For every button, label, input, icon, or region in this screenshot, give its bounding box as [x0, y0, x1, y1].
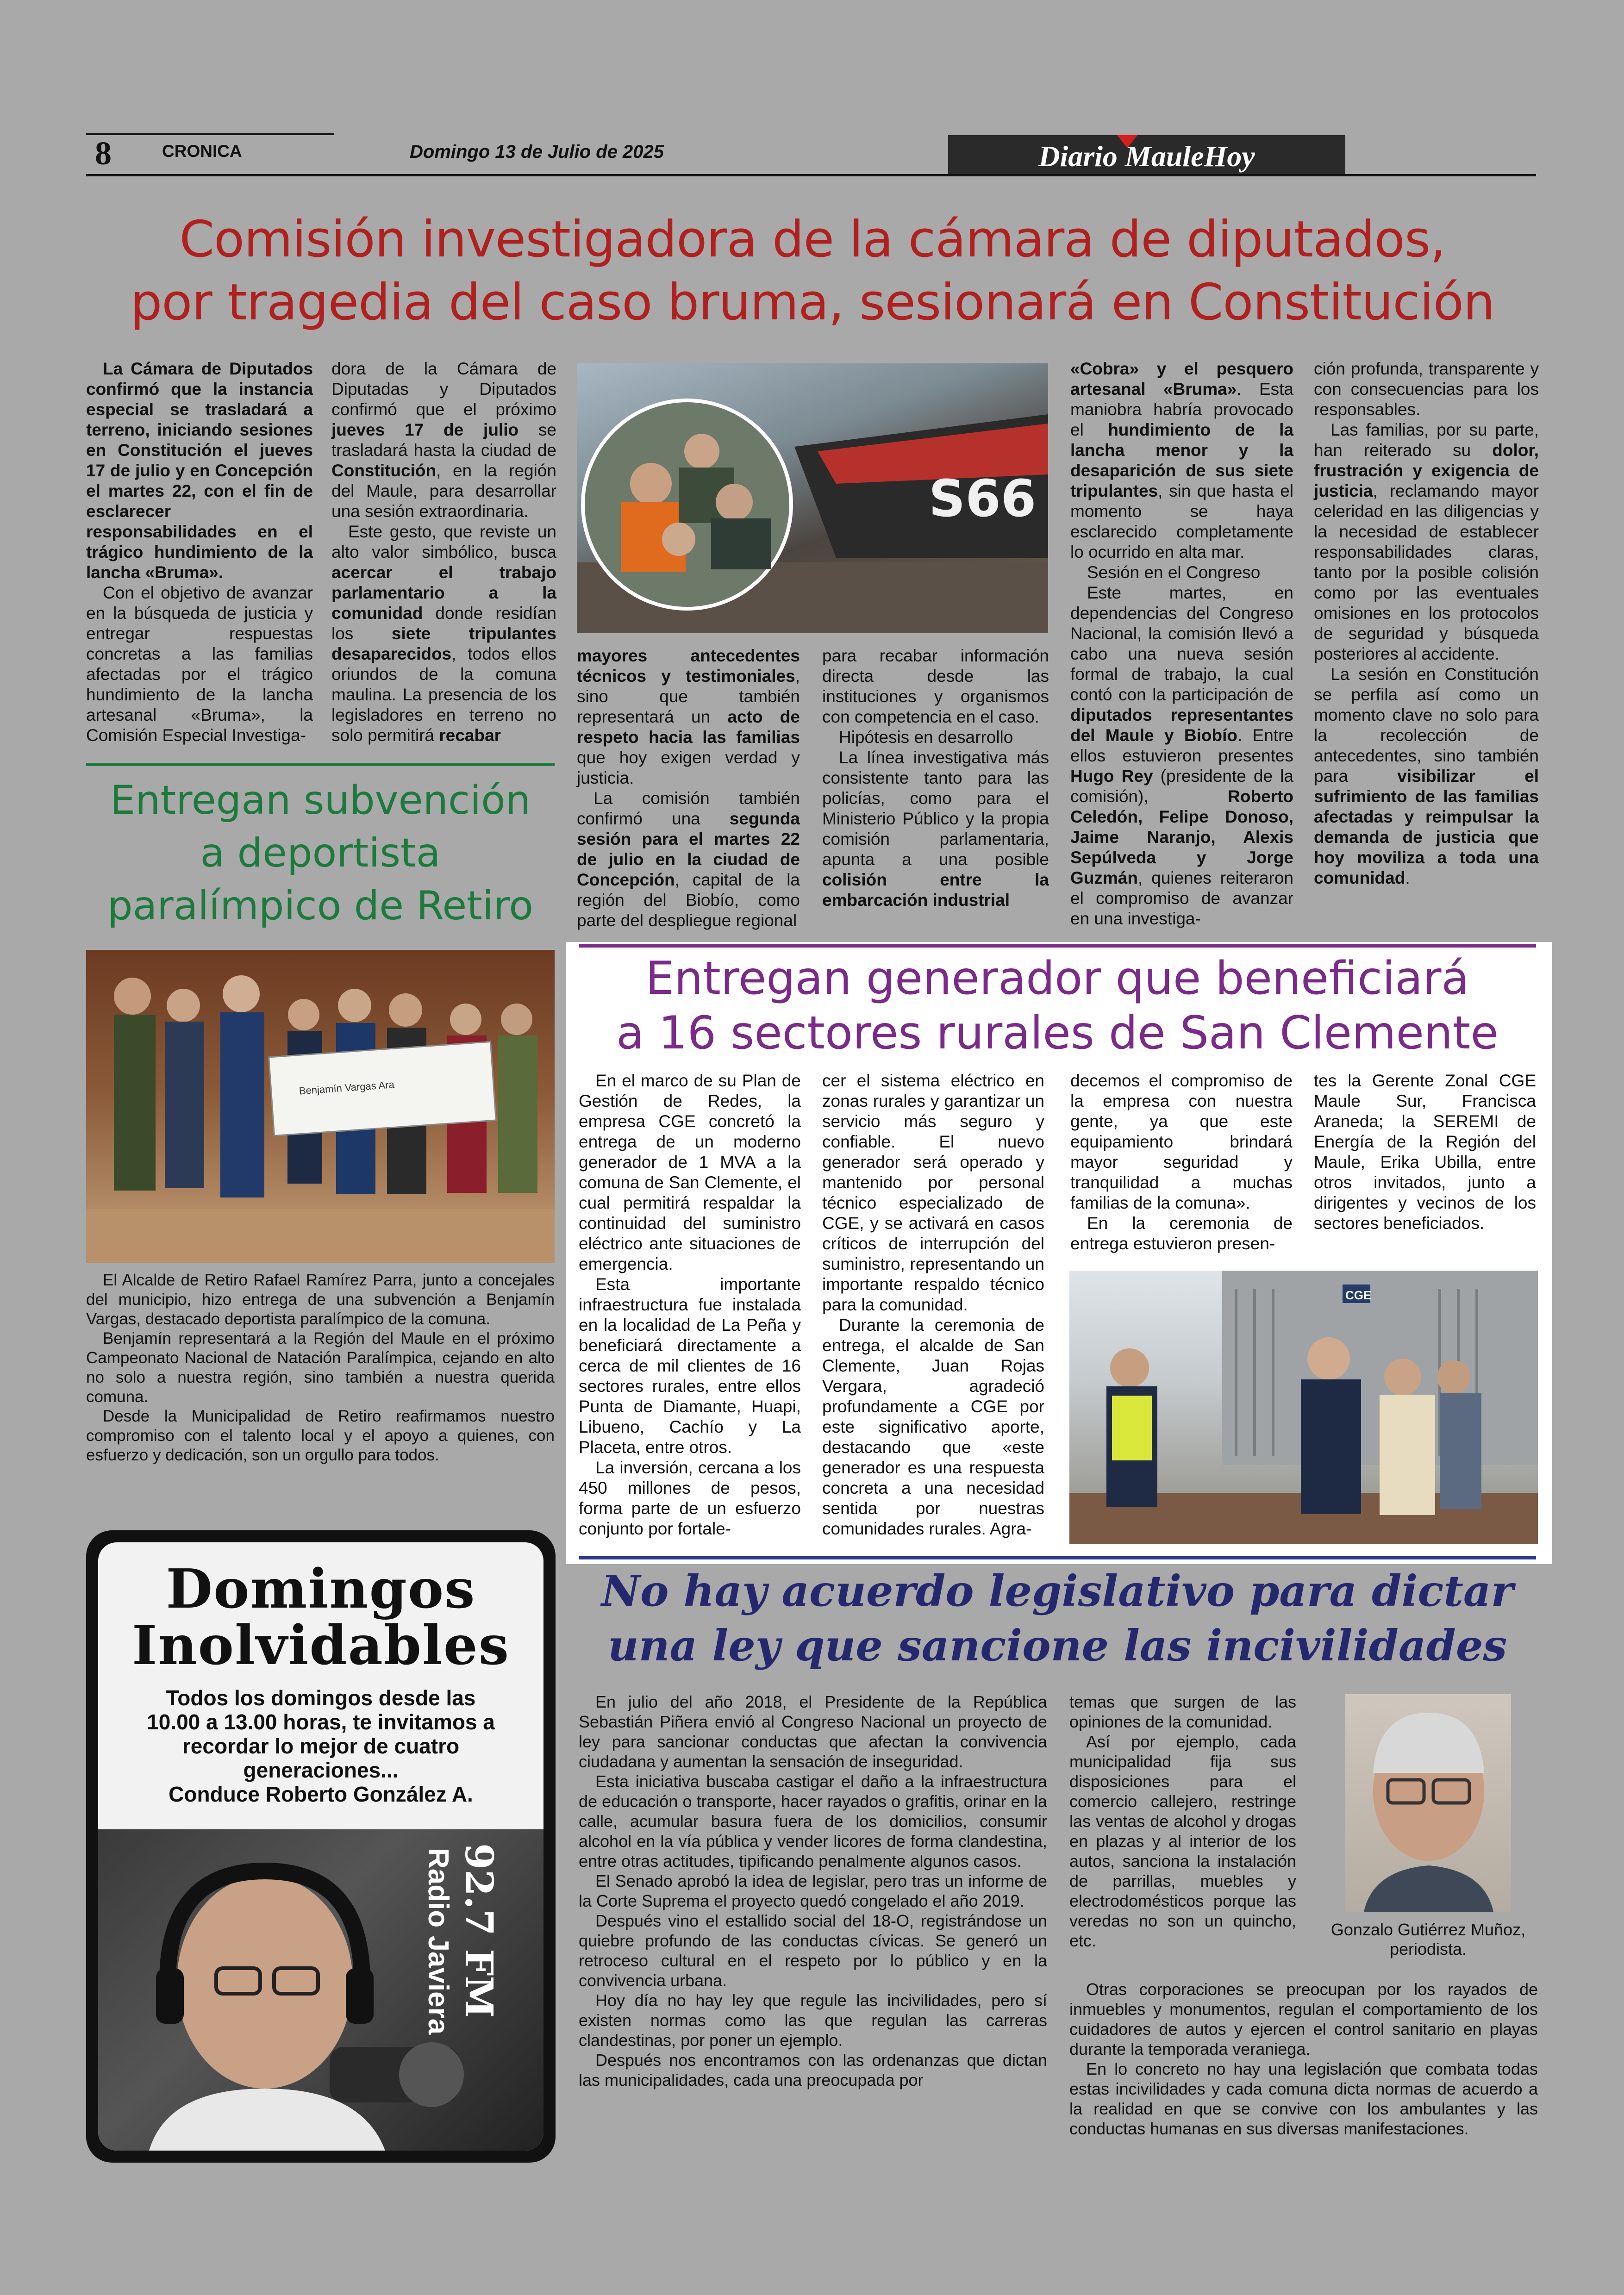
brief-headline-line-1: Entregan subvención — [110, 777, 531, 823]
opinion-paragraph: Otras corporaciones se preocupan por los rayados de inmuebles y monumentos, regulan el comportamiento de los cuidadores de autos y ejercen el control sanitario en playas durante la temporada veraniega. — [1069, 1980, 1538, 2058]
brief-body — [86, 1271, 555, 1465]
lead-paragraph: «Cobra» y el pesquero artesanal «Bruma». Esta maniobra habría provocado el hundimiento de la lancha menor y la desaparición de sus siete tripulantes, sin que hasta el momento se haya esclarecido completamente lo ocurrido en alta mar. — [1070, 359, 1294, 561]
radio-host-photo — [98, 1829, 543, 2151]
radio-frequency-text: 92.7 FM — [456, 1843, 501, 2018]
brief-headline-line-2: a deportista — [200, 830, 441, 876]
lead-paragraph: para recabar información directa desde las instituciones y organismos con competencia en el caso. — [822, 646, 1049, 726]
author-name: Gonzalo Gutiérrez Muñoz, — [1330, 1920, 1526, 1939]
lead-paragraph: Este martes, en dependencias del Congreso Nacional, la comisión llevó a cabo una nueva sesión formal de trabajo, la cual contó con la participación de diputados representantes del Maule y Biobío. Entre ellos estuvieron presentes Hugo Rey (presidente de la comisión), Roberto Celedón, Felipe Donoso, Jaime Naranjo, Alexis Sepúlveda y Jorge Guzmán, quienes reiteraron el compromiso de avanzar en una investiga- — [1070, 583, 1293, 928]
opinion-paragraph: En lo concreto no hay una legislación que combata todas estas incivilidades y cada comuna dicta normas de acuerdo a la realidad en que se convive con los ambulantes y las conductas humanas en sus diversas manifestaciones. — [1069, 2059, 1538, 2138]
generator-column-3 — [1070, 1071, 1293, 1254]
radio-frequency — [450, 1843, 501, 2139]
generator-headline — [579, 951, 1536, 1060]
generator-top-rule — [579, 944, 1536, 948]
opinion-paragraph: Después vino el estallido social del 18-O, registrándose un quiebre profundo de las conductas cívicas. Se generó un retroceso cultural en el respeto por lo público y en la convivencia urbana. — [579, 1911, 1047, 1990]
radio-ad — [86, 1530, 556, 2163]
lead-paragraph: La sesión en Constitución se perfila así como un momento clave no solo para la recolección de antecedentes, sino también para visibilizar el sufrimiento de las familias afectadas y reimpulsar la demanda de justicia que hoy moviliza a toda una comunidad. — [1314, 665, 1539, 887]
lead-column-5 — [1070, 359, 1293, 929]
check-text: Benjamín Vargas Ara — [299, 1079, 395, 1097]
generator-paragraph: Durante la ceremonia de entrega, el alcalde de San Clemente, Juan Rojas Vergara, agradeció profundamente a CGE por este significativo aporte, destacando que «este generador es una respuesta concreta a una necesidad sentida por nuestras comunidades rurales. Agra- — [822, 1316, 1044, 1538]
lead-paragraph: La línea investigativa más consistente tanto para las policías, como para el Ministerio Público y la propia comisión parlamentaria, apunta a una posible colisión entre la embarcación industrial — [822, 748, 1049, 910]
lead-column-1 — [86, 359, 313, 746]
lead-column-4 — [822, 646, 1049, 911]
masthead-logo — [948, 135, 1345, 176]
radio-ad-title — [98, 1558, 543, 1677]
radio-ad-host: Conduce Roberto González A. — [169, 1782, 473, 1806]
radio-ad-line-3: recordar lo mejor de cuatro — [182, 1734, 460, 1758]
generator-column-4 — [1314, 1071, 1536, 1234]
subvention-photo-illustration — [86, 950, 555, 1263]
generator-headline-line-2: a 16 sectores rurales de San Clemente — [616, 1007, 1499, 1060]
opinion-headline — [579, 1564, 1536, 1673]
generator-photo-illustration — [1069, 1271, 1538, 1544]
author-photo-illustration — [1345, 1694, 1511, 1912]
generator-paragraph: cer el sistema eléctrico en zonas rurales y garantizar un servicio más seguro y confiable. El nuevo generador será operado y mantenido por personal técnico especializado de CGE, y se activará en casos críticos de interrupción del suministro, representando un importante respaldo técnico para la comunidad. — [822, 1071, 1044, 1314]
lead-subhead: Sesión en el Congreso — [1087, 563, 1261, 582]
boat-number: S66 — [929, 469, 1037, 528]
generator-paragraph: decemos el compromiso de la empresa con nuestra gente, ya que este equipamiento brindará mayor seguridad y tranquilidad a muchas familias de la comuna». — [1070, 1071, 1293, 1212]
generator-paragraph: En la ceremonia de entrega estuvieron presen- — [1070, 1214, 1293, 1253]
generator-sign: CGE — [1345, 1288, 1372, 1302]
radio-ad-text — [107, 1686, 534, 1806]
radio-station-text: Radio Javiera — [422, 1848, 454, 2035]
opinion-paragraph: El Senado aprobó la idea de legislar, pero tras un informe de la Corte Suprema el proyecto quedó congelado el año 2019. — [579, 1871, 1047, 1910]
brief-paragraph: Benjamín representará a la Región del Maule en el próximo Campeonato Nacional de Natación Paralímpica, cejando en alto no solo a nuestra región, sino también a nuestra querida comuna. — [86, 1329, 555, 1406]
brief-paragraph: Desde la Municipalidad de Retiro reafirmamos nuestro compromiso con el talento local y el apoyo a quienes, con esfuerzo y dedicación, son un orgullo para todos. — [86, 1407, 555, 1464]
boat-photo — [577, 363, 1048, 633]
radio-ad-line-4: generaciones... — [243, 1758, 399, 1782]
masthead-text: Diario MauleHoy — [1038, 140, 1255, 173]
lead-paragraph: Este gesto, que reviste un alto valor simbólico, busca acercar el trabajo parlamentario a la comunidad donde residían los siete tripulantes desaparecidos, todos ellos oriundos de la comuna maulina. La presencia de los legisladores en terreno no solo permitirá recabar — [331, 522, 556, 745]
generator-column-2 — [822, 1071, 1044, 1539]
lead-subhead: Hipótesis en desarrollo — [839, 728, 1013, 747]
header-rule — [86, 174, 1536, 176]
radio-station — [418, 1848, 455, 2126]
opinion-headline-line-2: una ley que sancione las incivilidades — [607, 1621, 1507, 1671]
lead-paragraph: Las familias, por su parte, han reiterado su dolor, frustración y exigencia de justicia, reclamando mayor celeridad en las diligencias y la necesidad de establecer responsabilidades claras, tanto por la posible colisión como por las eventuales omisiones en los protocolos de seguridad y búsqueda posteriores al accidente. — [1314, 420, 1539, 663]
header-top-rule — [86, 133, 334, 135]
opinion-paragraph: Así por ejemplo, cada municipalidad fija sus disposiciones para el comercio callejero, restringe las ventas de alcohol y drogas en plazas y al interior de los autos, sanciona la instalación de parrillas, muebles y electrodomésticos porque las veredas no son un quincho, etc. — [1069, 1732, 1296, 1950]
opinion-headline-line-1: No hay acuerdo legislativo para dictar — [601, 1566, 1514, 1616]
generator-photo — [1069, 1271, 1538, 1544]
radio-ad-inner — [98, 1542, 543, 2151]
opinion-paragraph: Esta iniciativa buscaba castigar el daño a la infraestructura de educación o transporte, hacer rayados o grafitis, orinar en la calle, acumular basura fuera de los domicilios, consumir alcohol en la vía pública y vender licores de forma clandestina, entre otras actitudes, tipificando penalmente algunos casos. — [579, 1772, 1047, 1871]
author-role: periodista. — [1389, 1940, 1467, 1958]
radio-ad-title-line-1: Domingos — [166, 1558, 476, 1621]
issue-date: Domingo 13 de Julio de 2025 — [410, 142, 664, 162]
radio-ad-line-1: Todos los domingos desde las — [166, 1686, 476, 1710]
lead-paragraph: La Cámara de Diputados confirmó que la instancia especial se trasladará a terreno, iniciando sesiones en Constitución el jueves 17 de julio y en Concepción el martes 22, con el fin de esclarecer responsabilidades en el trágico hundimiento de la lancha «Bruma». — [86, 359, 313, 582]
generator-paragraph: tes la Gerente Zonal CGE Maule Sur, Francisca Araneda; la SEREMI de Energía de la Región del Maule, Erika Ubilla, entre otros invitados, junto a dirigentes y vecinos de los sectores beneficiados. — [1314, 1071, 1536, 1233]
boat-photo-illustration — [577, 363, 1048, 633]
lead-headline-line-2: por tragedia del caso bruma, sesionará en Constitución — [130, 274, 1495, 331]
generator-bottom-rule — [579, 1556, 1536, 1559]
author-photo — [1345, 1694, 1511, 1912]
opinion-paragraph: En julio del año 2018, el Presidente de la República Sebastián Piñera envió al Congreso Nacional un proyecto de ley para sancionar conductas que afectan la convivencia ciudadana y aumentan la sensación de inseguridad. — [579, 1692, 1047, 1771]
brief-headline-line-3: paralímpico de Retiro — [107, 883, 533, 929]
section-name: CRONICA — [162, 142, 242, 161]
radio-ad-title-line-2: Inolvidables — [131, 1614, 510, 1677]
generator-headline-line-1: Entregan generador que beneficiará — [645, 952, 1469, 1005]
masthead-red-mark — [1117, 135, 1137, 148]
author-caption — [1315, 1920, 1542, 1959]
lead-column-2 — [331, 359, 556, 746]
brief-paragraph: El Alcalde de Retiro Rafael Ramírez Parra, junto a concejales del municipio, hizo entrega de una subvención a Benjamín Vargas, destacado deportista paralímpico de la comuna. — [86, 1271, 555, 1328]
lead-paragraph: Con el objetivo de avanzar en la búsqueda de justicia y entregar respuestas concretas a las familias afectadas por el trágico hundimiento de la lancha artesanal «Bruma», la Comisión Especial Investiga- — [86, 583, 313, 745]
lead-paragraph: mayores antecedentes técnicos y testimoniales, sino que también representará un acto de respeto hacia las familias que hoy exigen verdad y justicia. — [577, 646, 800, 787]
lead-column-6 — [1314, 359, 1539, 888]
opinion-paragraph: temas que surgen de las opiniones de la comunidad. — [1069, 1692, 1296, 1731]
opinion-column-3 — [1069, 1979, 1538, 2139]
generator-paragraph: Esta importante infraestructura fue instalada en la localidad de La Peña y beneficiará directamente a cerca de mil clientes de 16 sectores rurales, entre ellos Punta de Diamante, Huapi, Libueno, Cachío y La Placeta, entre otros. — [579, 1275, 801, 1457]
lead-headline — [69, 208, 1555, 334]
generator-paragraph: La inversión, cercana a los 450 millones de pesos, forma parte de un esfuerzo conjunto por fortale- — [579, 1458, 801, 1538]
brief-headline — [86, 774, 555, 932]
lead-headline-line-1: Comisión investigadora de la cámara de diputados, — [179, 211, 1446, 268]
page-number: 8 — [95, 135, 112, 172]
opinion-column-2 — [1069, 1692, 1296, 1951]
brief-rule — [86, 763, 555, 766]
lead-paragraph: ción profunda, transparente y con consecuencias para los responsables. — [1314, 359, 1539, 419]
subvention-photo — [86, 950, 555, 1263]
opinion-column-1 — [579, 1692, 1047, 2090]
radio-ad-line-2: 10.00 a 13.00 horas, te invitamos a — [147, 1710, 495, 1734]
lead-column-3 — [577, 646, 800, 931]
lead-paragraph: La comisión también confirmó una segunda sesión para el martes 22 de julio en la ciudad de Concepción, capital de la región del Biobío, como parte del despliegue regional — [577, 789, 800, 930]
generator-paragraph: En el marco de su Plan de Gestión de Redes, la empresa CGE concretó la entrega de un moderno generador de 1 MVA a la comuna de San Clemente, el cual permitirá respaldar la continuidad del suministro eléctrico ante situaciones de emergencia. — [579, 1071, 801, 1273]
opinion-paragraph: Hoy día no hay ley que regule las incivilidades, pero sí existen normas como las que regulan las carreras clandestinas, por poner un ejemplo. — [579, 1991, 1047, 2050]
lead-paragraph: dora de la Cámara de Diputadas y Diputados confirmó que el próximo jueves 17 de julio se trasladará hasta la ciudad de Constitución, en la región del Maule, para desarrollar una sesión extraordinaria. — [331, 359, 557, 521]
generator-column-1 — [579, 1071, 801, 1539]
opinion-paragraph: Después nos encontramos con las ordenanzas que dictan las municipalidades, cada una preocupada por — [579, 2051, 1047, 2089]
